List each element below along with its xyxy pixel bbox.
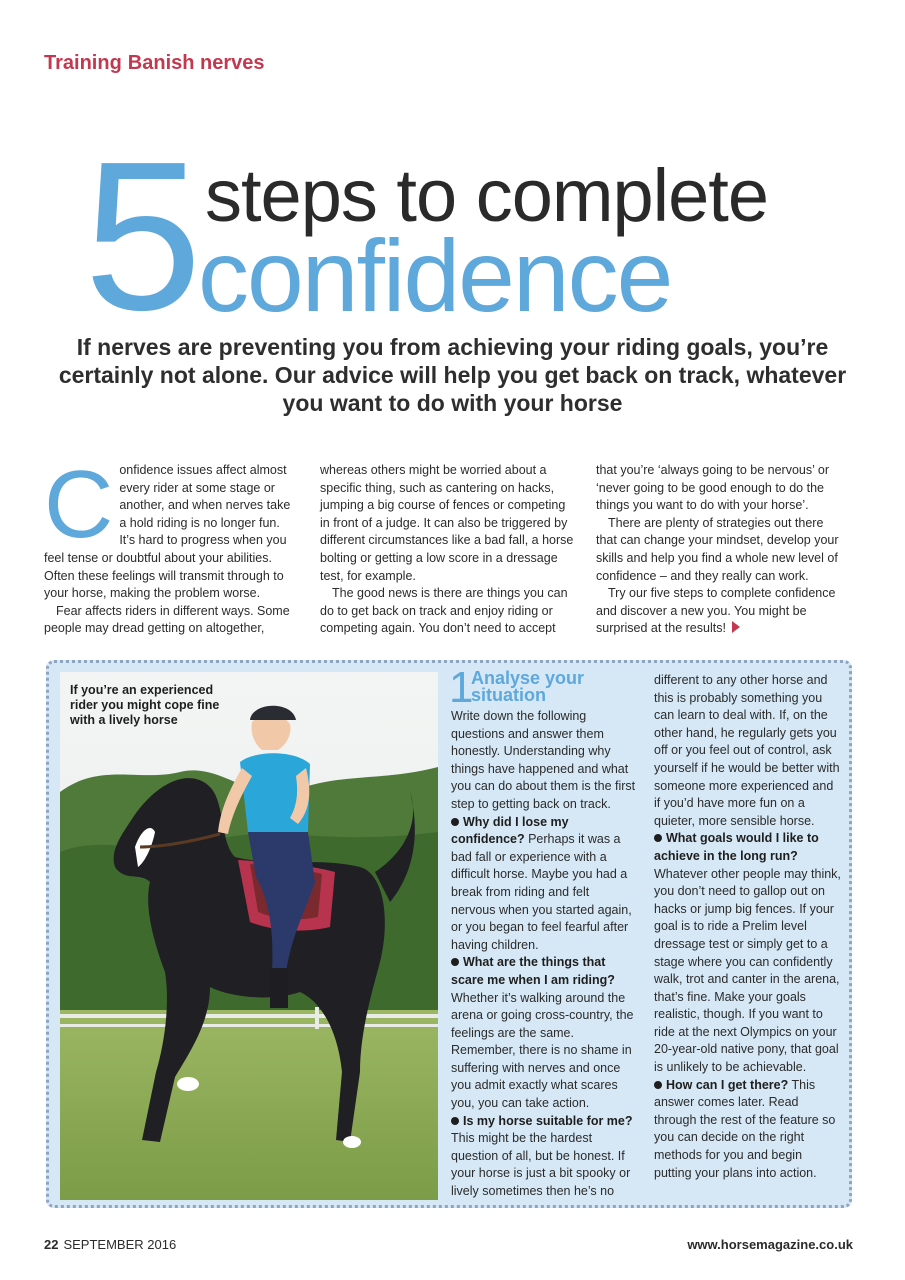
section-header bbox=[44, 52, 265, 75]
standfirst: If nerves are preventing you from achieving your riding goals, you’re certainly not alone. Our advice will help you get back on track, whatever you want to do with your horse bbox=[58, 334, 847, 416]
intro-paragraph: The good news is there are things you can do to get back on track and enjoy riding or competing again. You don’t need to accept bbox=[320, 586, 568, 636]
answer: Perhaps it was a bad fall or experience with a difficult horse. Maybe you had a break from riding and felt nervous when you started again, or you began to feel fearful after having children. bbox=[451, 832, 632, 952]
question-block bbox=[654, 1077, 842, 1183]
intro-paragraph: that you’re ‘always going to be nervous’ or ‘never going to be good enough to do the things you want to do with your horse’. bbox=[596, 463, 830, 513]
bullet-icon bbox=[654, 1081, 662, 1089]
intro-paragraph: There are plenty of strategies out there that can change your mindset, develop your skills and help you find a whole new level of confidence – and they really can work. bbox=[596, 515, 839, 583]
drop-cap: C bbox=[44, 451, 114, 558]
boxout-column-2 bbox=[654, 672, 842, 1182]
answer: Whatever other people may think, you don’t need to gallop out on hacks or jump big fences. If your goal is to ride a Prelim level dressage test or simply get to a stage where you can confidently walk, trot and canter in the arena, that’s fine. Make your goals realistic, though. If you want to ride at the next Olympics on your 20-year-old native pony, that goal is unlikely to be achievable. bbox=[654, 866, 841, 1075]
question: What goals would I like to achieve in the long run? bbox=[654, 831, 819, 863]
section-label: Training bbox=[44, 52, 122, 74]
headline-number: 5 bbox=[84, 117, 198, 354]
intro-column-1 bbox=[44, 451, 292, 638]
answer: This might be the hardest question of all, but be honest. If your horse is just a bit spooky or lively sometimes then he’s no bbox=[451, 1131, 631, 1199]
answer-continued: different to any other horse and this is probably something you can learn to deal with. If, on the other hand, he regularly gets you off or you feel out of control, ask yourself if he would be better with someone more experienced and if you’d have more fun on a quieter, more sensible horse. bbox=[654, 673, 840, 828]
intro-paragraph: whereas others might be worried about a specific thing, such as cantering on hacks, jumping a big course of fences or competing in front of a judge. It can also be triggered by different circumstances like a bad fall, a horse bolting or getting a low score in a dressage test, for example. bbox=[320, 463, 574, 583]
bullet-icon bbox=[451, 958, 459, 966]
question-block bbox=[654, 830, 842, 1076]
answer: Whether it’s walking around the arena or going cross-country, the feelings are the same. Remember, there is no shame in suffering with nerves and once you admit exactly what scares you, you can take action. bbox=[451, 990, 634, 1111]
intro-paragraph: onfidence issues affect almost every rider at some stage or another, and when nerves take a hold riding is no longer fun. It’s hard to progress when you feel tense or doubtful about your abilities. Often these feelings will transmit through to your horse, making the problem worse. bbox=[44, 463, 291, 601]
headline-line-1: steps to complete bbox=[205, 154, 768, 237]
step-heading bbox=[449, 663, 637, 712]
boxout-column-1 bbox=[449, 663, 637, 1201]
question: Why did I lose my confidence? bbox=[451, 814, 569, 847]
intro-column-2 bbox=[320, 462, 578, 638]
bullet-icon bbox=[654, 834, 662, 842]
bullet-icon bbox=[451, 818, 459, 826]
rider-horse-photo bbox=[60, 672, 438, 1200]
step-title: Analyse your situation bbox=[471, 668, 585, 705]
question-block bbox=[451, 1113, 637, 1201]
question: Is my horse suitable for me? bbox=[463, 1113, 633, 1128]
intro-paragraph-last: Try our five steps to complete confidence and discover a new you. You might be surprised at the results! bbox=[596, 586, 836, 636]
continue-arrow-icon bbox=[732, 621, 740, 633]
step-intro: Write down the following questions and answer them honestly. Understanding why things have happened and what you can do about them is the first step to getting back on track. bbox=[451, 709, 636, 811]
intro-column-3 bbox=[596, 462, 846, 638]
issue-date: SEPTEMBER 2016 bbox=[63, 1237, 177, 1252]
intro-paragraph: Fear affects riders in different ways. Some people may dread getting on altogether, bbox=[44, 603, 290, 636]
question-block bbox=[451, 814, 637, 955]
question: How can I get there? bbox=[666, 1077, 789, 1092]
footer-url[interactable]: www.horsemagazine.co.uk bbox=[687, 1237, 853, 1252]
headline-line-2: confidence bbox=[198, 219, 672, 333]
photo-caption: If you’re an experienced rider you might cope fine with a lively horse bbox=[70, 683, 220, 727]
answer: This answer comes later. Read through the rest of the feature so you can decide on the right methods for you and begin putting your plans into action. bbox=[654, 1077, 836, 1180]
footer-folio bbox=[44, 1237, 176, 1252]
page-number: 22 bbox=[44, 1237, 59, 1252]
question-block bbox=[451, 954, 637, 1112]
bullet-icon bbox=[451, 1117, 459, 1125]
step-number: 1 bbox=[449, 663, 474, 712]
question: What are the things that scare me when I am riding? bbox=[451, 955, 615, 987]
section-sublabel: Banish nerves bbox=[127, 52, 265, 74]
